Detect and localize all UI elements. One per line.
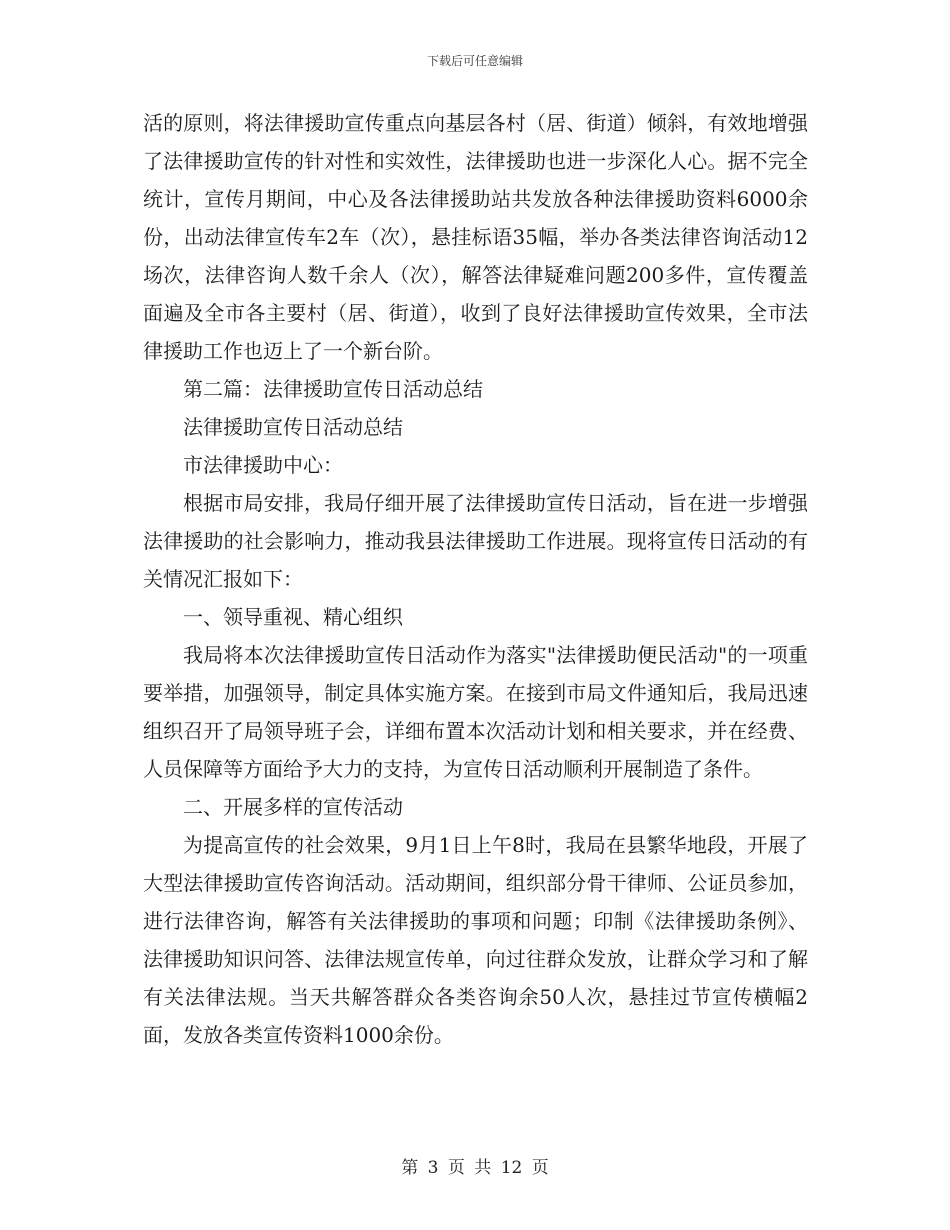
page-number-footer: 第 3 页 共 12 页 xyxy=(401,1158,549,1178)
document-title: 法律援助宣传日活动总结 xyxy=(183,415,403,439)
addressee: 市法律援助中心： xyxy=(183,453,343,477)
page-header-note: 下载后可任意编辑 xyxy=(426,54,523,68)
paragraph: 活的原则，将法律援助宣传重点向基层各村（居、街道）倾斜，有效地增强了法律援助宣传的针对性和实效性，法律援助也进一步深化人心。据不完全统计，宣传月期间，中心及各法律援助站共发放各种法律援助资料6000余份，出动法律宣传车2车（次），悬挂标语35幅，举办各类法律咨询活动12场次，法律咨询人数千余人（次），解答法律疑难问题200多件，宣传覆盖面遍及全市各主要村（居、街道），收到了良好法律援助宣传效果，全市法律援助工作也迈上了一个新台阶。 xyxy=(143,111,808,363)
section-heading: 一、领导重视、精心组织 xyxy=(183,605,403,629)
section-heading: 二、开展多样的宣传活动 xyxy=(183,795,403,819)
section-title: 第二篇：法律援助宣传日活动总结 xyxy=(183,377,483,401)
paragraph: 为提高宣传的社会效果，9月1日上午8时，我局在县繁华地段，开展了大型法律援助宣传咨询活动。活动期间，组织部分骨干律师、公证员参加，进行法律咨询，解答有关法律援助的事项和问题；印制《法律援助条例》、法律援助知识问答、法律法规宣传单，向过往群众发放，让群众学习和了解有关法律法规。当天共解答群众各类咨询余50人次，悬挂过节宣传横幅2面，发放各类宣传资料1000余份。 xyxy=(143,833,808,1047)
paragraph: 根据市局安排，我局仔细开展了法律援助宣传日活动，旨在进一步增强法律援助的社会影响力，推动我县法律援助工作进展。现将宣传日活动的有关情况汇报如下： xyxy=(143,491,808,591)
document-body xyxy=(143,104,808,1054)
paragraph: 我局将本次法律援助宣传日活动作为落实"法律援助便民活动"的一项重要举措，加强领导，制定具体实施方案。在接到市局文件通知后，我局迅速组织召开了局领导班子会，详细布置本次活动计划和相关要求，并在经费、人员保障等方面给予大力的支持，为宣传日活动顺利开展制造了条件。 xyxy=(143,643,808,781)
